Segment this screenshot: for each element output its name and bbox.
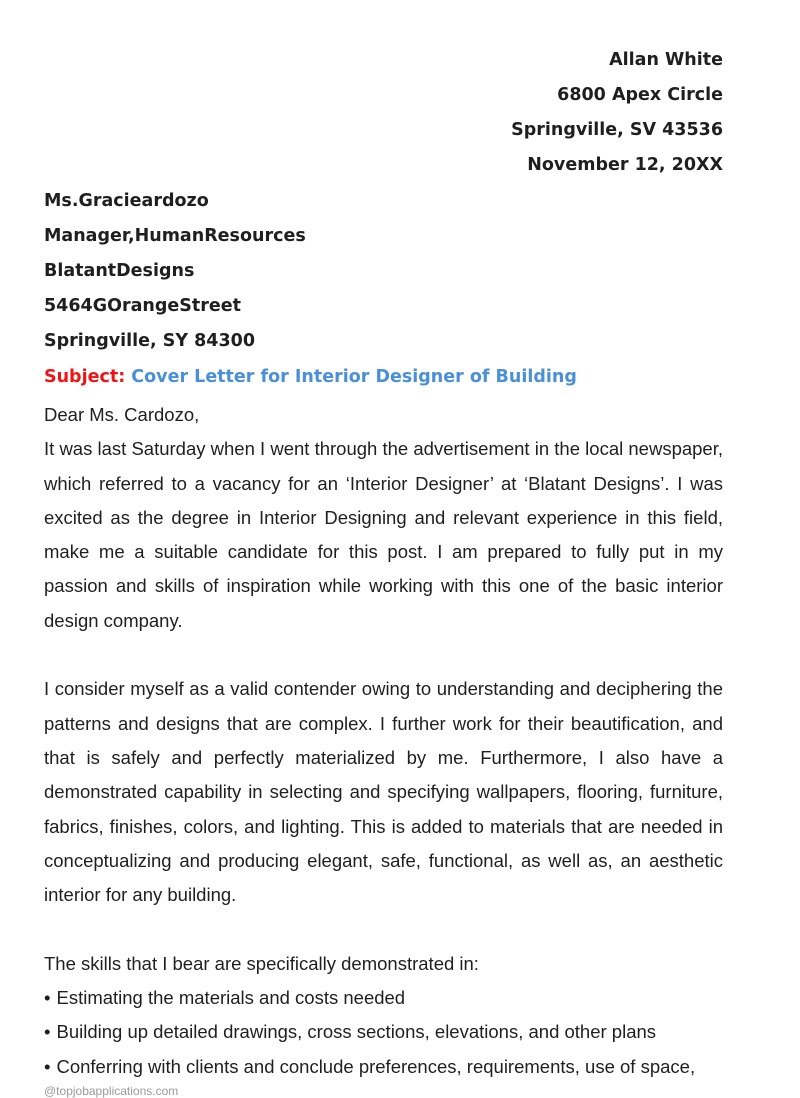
sender-name: Allan White: [609, 50, 723, 70]
sender-block: [511, 47, 723, 187]
paragraph-2: I consider myself as a valid contender owing to understanding and deciphering the patterns and designs that are complex. I further work for their beautification, and that is safely and perfectly materialized by me. Furthermore, I also have a demonstrated capability in selecting and specifying wallpapers, flooring, furniture, fabrics, finishes, colors, and lighting. This is added to materials that are needed in conceptualizing and producing elegant, safe, functional, as well as, an aesthetic interior for any building.: [44, 678, 723, 906]
skills-intro: The skills that I bear are specifically demonstrated in:: [44, 952, 479, 974]
skills-list-item: [44, 1015, 723, 1049]
recipient-street: 5464GOrangeStreet: [44, 296, 241, 316]
skills-list-item: [44, 1050, 723, 1084]
skills-list-item: [44, 981, 723, 1015]
paragraph-1: It was last Saturday when I went through the advertisement in the local newspaper, which referred to a vacancy for an ‘Interior Designer’ at ‘Blatant Designs’. I was excited as the degree in Interior Designing and relevant experience in this field, make me a suitable candidate for this post. I am prepared to fully put in my passion and skills of inspiration while working with this one of the basic interior design company.: [44, 438, 723, 631]
bullet-icon: •: [44, 1055, 51, 1077]
recipient-name: Ms.Gracieardozo: [44, 191, 209, 211]
sender-city: Springville, SV 43536: [511, 120, 723, 140]
subject-label: Subject:: [44, 367, 126, 387]
subject-line: [44, 364, 577, 390]
letter-date: November 12, 20XX: [527, 155, 723, 175]
recipient-title: Manager,HumanResources: [44, 226, 306, 246]
subject-value: Cover Letter for Interior Designer of Building: [131, 367, 577, 387]
sender-address: 6800 Apex Circle: [557, 85, 723, 105]
bullet-icon: •: [44, 1021, 51, 1043]
skill-text: Estimating the materials and costs needed: [56, 987, 406, 1009]
recipient-block: [44, 188, 306, 363]
skill-text: Building up detailed drawings, cross sections, elevations, and other plans: [56, 1021, 657, 1043]
watermark: @topjobapplications.com: [44, 1084, 179, 1098]
letter-body: [44, 398, 723, 1084]
skills-list: [44, 981, 723, 1084]
skill-text: Conferring with clients and conclude preferences, requirements, use of space,: [56, 1055, 696, 1077]
recipient-city: Springville, SY 84300: [44, 331, 256, 351]
bullet-icon: •: [44, 987, 51, 1009]
recipient-company: BlatantDesigns: [44, 261, 195, 281]
salutation: Dear Ms. Cardozo,: [44, 404, 200, 425]
